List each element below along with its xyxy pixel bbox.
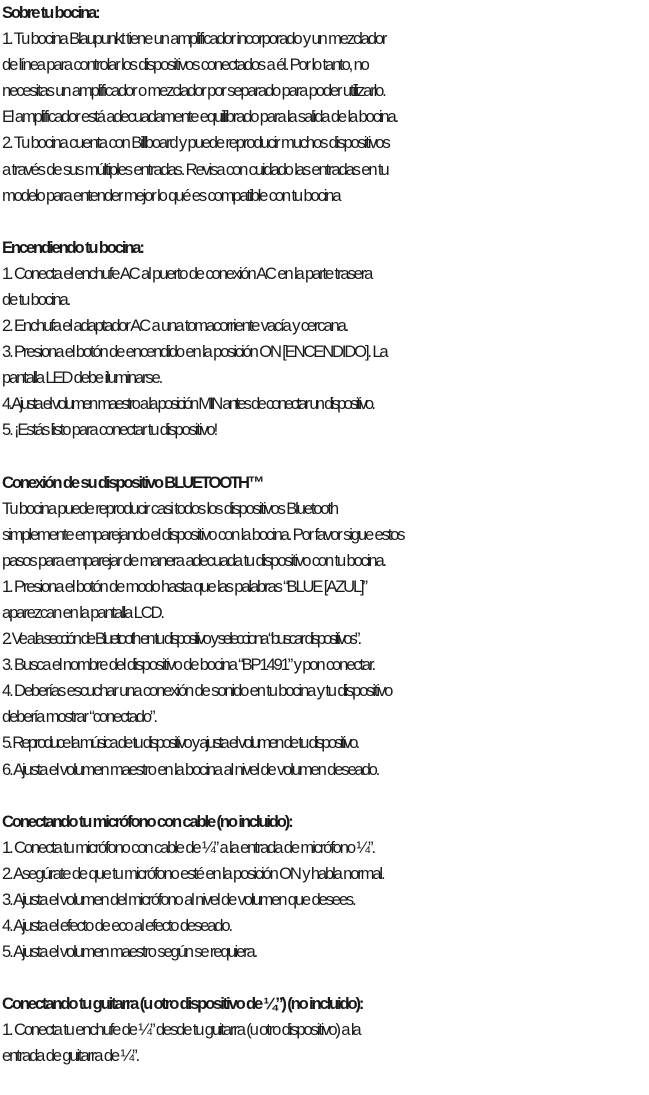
list-item: 1. Conecta el enchufe AC al puerto de conexión AC en la parte trasera [2, 263, 372, 283]
list-item: debería mostrar “conectado”. [2, 707, 156, 727]
section-heading: Encendiendo tu bocina: [2, 237, 143, 257]
list-item: 4. Ajusta el efecto de eco al efecto deseado. [2, 916, 231, 935]
section-guitar [2, 991, 648, 1069]
list-item: 1. Presiona el botón de modo hasta que las palabras “BLUE [AZUL]” [2, 576, 366, 596]
section-bluetooth [2, 470, 648, 783]
list-item: 1. Conecta tu enchufe de ¼” desde tu guitarra (u otro dispositivo) a la [2, 1020, 360, 1040]
section-about-speaker [2, 0, 648, 209]
paragraph-line: Tu bocina puede reproducir casi todos los dispositivos Bluetooth [2, 498, 337, 518]
paragraph-line: pasos para emparejar de manera adecuada tu dispositivo con tu bocina. [2, 550, 385, 570]
section-wired-microphone [2, 809, 648, 966]
paragraph-line: a través de sus múltiples entradas. Revisa con cuidado las entradas en tu [2, 159, 388, 179]
paragraph-line: modelo para entender mejor lo qué es compatible con tu bocina [2, 185, 340, 205]
section-heading: Conectando tu micrófono con cable (no incluido): [2, 811, 292, 831]
list-item: aparezcan en la pantalla LCD. [2, 602, 163, 622]
list-item: 5. ¡Estás listo para conectar tu dispositivo! [2, 420, 217, 440]
section-heading: Conexión de su dispositivo BLUETOOTH™ [2, 472, 263, 492]
paragraph-line: El amplificador está adecuadamente equilibrado para la salida de la bocina. [2, 107, 397, 127]
paragraph-line: 2. Tu bocina cuenta con Billboard y puede reproducir muchos dispositivos [2, 133, 389, 153]
list-item: 3. Presiona el botón de encendido en la posición ON [ENCENDIDO]. La [2, 342, 387, 362]
section-heading: Sobre tu bocina: [2, 3, 99, 22]
paragraph-line: necesitas un amplificador o mezclador por separado para poder utilizarlo. [2, 81, 385, 101]
list-item: 4. Ajusta el volumen maestro a la posición MIN antes de conectar un dispositivo. [2, 394, 374, 414]
list-item: 5. Ajusta el volumen maestro según se requiera. [2, 942, 257, 962]
list-item: 1. Conecta tu micrófono con cable de ¼” a la entrada de micrófono ¼”. [2, 837, 374, 857]
paragraph-line: 1. Tu bocina Blaupunkt tiene un amplificador incorporado y un mezclador [2, 29, 386, 49]
section-heading: Conectando tu guitarra (u otro dispositivo de ¼”) (no incluido): [2, 994, 363, 1014]
list-item: 5. Reproduce la música de tu dispositivo y ajusta el volumen de tu dispositivo. [2, 733, 358, 753]
list-item: 3. Ajusta el volumen del micrófono al nivel de volumen que desees. [2, 889, 355, 909]
paragraph-line: de línea para controlar los dispositivos conectados a él. Por lo tanto, no [2, 55, 368, 75]
list-item: pantalla LED debe iluminarse. [2, 368, 162, 388]
list-item: 3. Busca el nombre del dispositivo de bocina “BP1491” y pon conectar. [2, 655, 374, 675]
list-item: 2. Enchufa el adaptador AC a una tomacorriente vacía y cercana. [2, 316, 348, 336]
paragraph-line: simplemente emparejando el dispositivo con la bocina. Por favor sigue estos [2, 524, 404, 544]
list-item: 6. Ajusta el volumen maestro en la bocina al nivel de volumen deseado. [2, 759, 379, 779]
section-power-on [2, 235, 648, 444]
list-item: 4. Deberías escuchar una conexión de sonido en tu bocina y tu dispositivo [2, 681, 392, 701]
list-item: 2. Asegúrate de que tu micrófono esté en la posición ON y habla normal. [2, 863, 384, 883]
list-item: entrada de guitarra de ¼”. [2, 1046, 138, 1066]
manual-page [2, 0, 648, 1095]
list-item: 2. Ve a la sección de Bluetooth en tu dispositivo y selecciona “buscar dispositivos”. [2, 629, 360, 649]
list-item: de tu bocina. [2, 289, 70, 309]
